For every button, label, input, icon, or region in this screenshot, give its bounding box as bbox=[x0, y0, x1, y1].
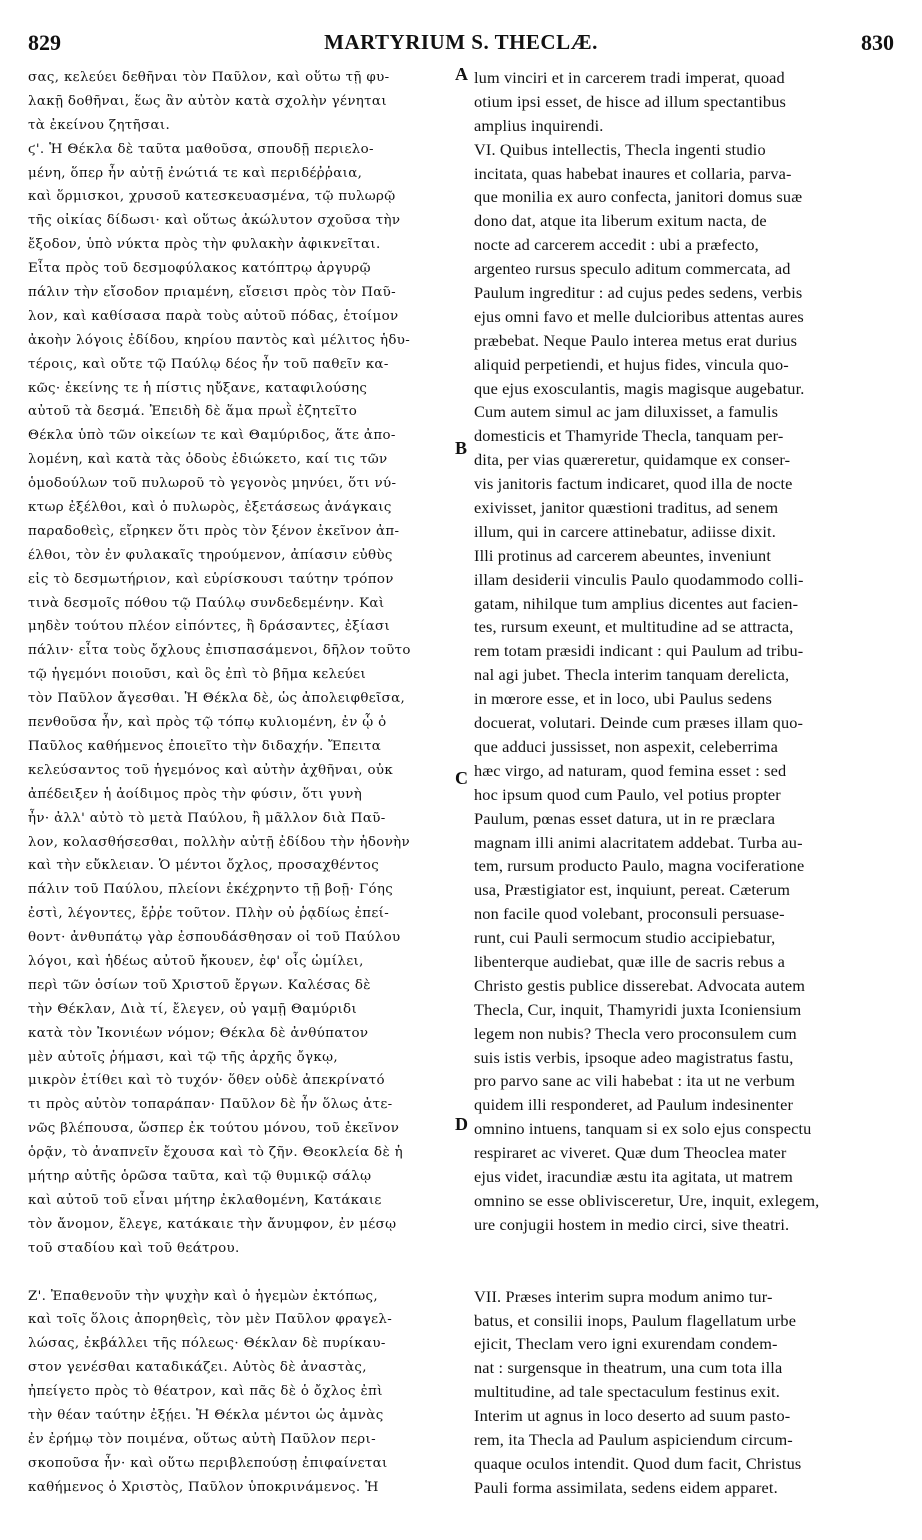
greek-text-line: λόγοι, καὶ ἡδέως αὐτοῦ ἤκουεν, ἐφ' οἷς ὡμίλει, bbox=[28, 953, 364, 969]
greek-text-line: τοῦ σταδίου καὶ τοῦ θεάτρου. bbox=[28, 1240, 240, 1256]
latin-text-line: amplius inquirendi. bbox=[474, 115, 604, 135]
greek-text-line: καθήμενος ὁ Χριστὸς, Παῦλον ὑποκρινάμενος. Ἡ bbox=[28, 1479, 379, 1495]
margin-marker-d: D bbox=[455, 1114, 468, 1134]
greek-text-line: τινὰ δεσμοῖς πόθου τῷ Παύλῳ συνδεδεμένην. Καὶ bbox=[28, 595, 385, 611]
latin-text-line: omnino intuens, tanquam si ex solo ejus conspectu bbox=[474, 1119, 812, 1139]
latin-text-line: Paulum ingreditur : ad cujus pedes sedens, verbis bbox=[474, 283, 803, 303]
latin-text-line: ejus omni favo et melle dulcioribus attentas aures bbox=[474, 306, 804, 326]
greek-text-line: μηδὲν τούτου πλέον εἰπόντες, ἢ δράσαντες, ἐξίασι bbox=[28, 619, 391, 635]
latin-text-line: rem, ita Thecla ad Paulum aspiciendum circum- bbox=[474, 1429, 793, 1449]
greek-text-line: Εἶτα πρὸς τοῦ δεσμοφύλακος κατόπτρῳ ἀργυρῷ bbox=[28, 261, 371, 277]
greek-text-column bbox=[28, 66, 456, 1500]
greek-text-line: σας, κελεύει δεθῆναι τὸν Παῦλον, καὶ οὕτω τῇ φυ- bbox=[28, 70, 390, 85]
greek-text-line: θοντ· ἀνθυπάτῳ γὰρ ἐσπουδάσθησαν οἱ τοῦ Παύλου bbox=[28, 930, 401, 946]
latin-text-line: legem non nubis? Thecla vero proconsulem cum bbox=[474, 1023, 797, 1043]
greek-text-line: καὶ αὐτοῦ τοῦ εἶναι μήτηρ ἐκλαθομένη, Κατάκαιε bbox=[28, 1192, 382, 1208]
latin-text-line: libenterque audiebat, quæ ille de sacris rebus a bbox=[474, 951, 786, 971]
latin-text-line: dita, per vias quæreretur, quidamque ex conser- bbox=[474, 450, 791, 470]
greek-text-line: ϛ'. Ἡ Θέκλα δὲ ταῦτα μαθοῦσα, σπουδῇ περιελο- bbox=[28, 141, 374, 157]
latin-text-line: Pauli forma assimilata, sedens eidem apparet. bbox=[474, 1477, 778, 1497]
greek-text-line: λακῇ δοθῆναι, ἕως ἂν αὐτὸν κατὰ σχολὴν γένηται bbox=[28, 93, 387, 109]
greek-text-line: κελεύσαντος τοῦ ἡγεμόνος καὶ αὐτὴν ἀχθῆναι, οὐκ bbox=[28, 762, 394, 778]
latin-text-line: ure conjugii hostem in medio circi, sive theatri. bbox=[474, 1214, 790, 1234]
latin-text-line: illum, qui in carcere attinebatur, adiisse dixit. bbox=[474, 521, 776, 541]
latin-text-line: aliquid perpetiendi, et hujus fides, vincula quo- bbox=[474, 354, 789, 374]
latin-text-line: Illi protinus ad carcerem abeuntes, inveniunt bbox=[474, 545, 771, 565]
greek-text-line: τὸν ἄνομον, ἔλεγε, κατάκαιε τὴν ἄνυμφον, ἐν μέσῳ bbox=[28, 1216, 397, 1232]
greek-text-line: τι πρὸς αὐτὸν τοπαράπαν· Παῦλον δὲ ἦν ὅλως ἀτε- bbox=[28, 1097, 393, 1113]
greek-text-line: ἐν ἐρήμῳ τὸν ποιμένα, οὕτως αὐτὴ Παῦλον περι- bbox=[28, 1431, 376, 1447]
greek-text-line: ἐστὶ, λέγοντες, ἔῤῥε τοῦτον. Πλὴν οὐ ῥᾳδίως ἐπεί- bbox=[28, 906, 390, 922]
greek-text-line: κῶς· ἐκείνης τε ἡ πίστις ηὔξανε, καταφιλούσης bbox=[28, 380, 368, 396]
latin-text-line: docuerat, volutari. Deinde cum præses illam quo- bbox=[474, 713, 804, 733]
greek-text-line: καὶ τοῖς ὅλοις ἀπορηθεὶς, τὸν μὲν Παῦλον φραγελ- bbox=[28, 1312, 393, 1328]
latin-text-line: hæc virgo, ad naturam, quod femina esset : sed bbox=[474, 760, 787, 780]
latin-text-line: que adduci jussisset, non aspexit, celeberrima bbox=[474, 736, 778, 756]
latin-text-line: exivisset, janitor quæstioni traditus, ad senem bbox=[474, 498, 779, 518]
greek-text-line: πενθοῦσα ἦν, καὶ πρὸς τῷ τόπῳ κυλιομένη, ἐν ᾧ ὁ bbox=[28, 715, 387, 731]
greek-text-line: πάλιν τὴν εἴσοδον πριαμένη, εἴσεισι πρὸς τὸν Παῦ- bbox=[28, 285, 397, 301]
latin-text-line: tes, rursum exeunt, et multitudine ad se attracta, bbox=[474, 617, 794, 637]
latin-text-line: Christo gestis publice disserebat. Advocata autem bbox=[474, 975, 806, 995]
latin-text-line: quidem illi responderet, ad Paulum indesinenter bbox=[474, 1095, 794, 1115]
latin-text-line: usa, Præstigiator est, inquiunt, pereat. Cæterum bbox=[474, 880, 791, 900]
latin-text-line: Cum autem simul ac jam diluxisset, a famulis bbox=[474, 402, 779, 422]
greek-text-line: ἦν· ἀλλ' αὐτὸ τὸ μετὰ Παύλου, ἢ μᾶλλον διὰ Παῦ- bbox=[28, 810, 386, 826]
greek-text-line: Παῦλος καθήμενος ἐποιεῖτο τὴν διδαχήν. Ἔπειτα bbox=[28, 738, 382, 754]
greek-text-line: τὴν Θέκλαν, Διὰ τί, ἔλεγεν, οὐ γαμῇ Θαμύριδι bbox=[28, 1001, 358, 1017]
page-number-left: 829 bbox=[28, 30, 61, 55]
greek-text-line: αὐτοῦ τὰ δεσμά. Ἐπειδὴ δὲ ἅμα πρωῒ ἐζητεῖτο bbox=[28, 404, 358, 420]
greek-text-line: μικρὸν ἐτίθει καὶ τὸ τυχόν· ὅθεν οὐδὲ ἀπεκρίνατό bbox=[28, 1073, 385, 1089]
greek-text-line: σκοποῦσα ἦν· καὶ οὕτω περιβλεπούσῃ ἐπιφαίνεται bbox=[28, 1455, 388, 1471]
greek-text-line: ὁρᾷν, τὸ ἀναπνεῖν ἔχουσα καὶ τὸ ζῆν. Θεοκλεία δὲ ἡ bbox=[28, 1145, 403, 1161]
latin-text-line: non facile quod volebant, proconsuli persuase- bbox=[474, 904, 785, 924]
greek-text-line: λον, καὶ καθίσασα παρὰ τοὺς αὐτοῦ πόδας, ἑτοίμον bbox=[28, 308, 399, 324]
latin-text-line: argenteo rursus speculo aditum commercata, ad bbox=[474, 259, 791, 279]
latin-text-line: VI. Quibus intellectis, Thecla ingenti studio bbox=[474, 139, 766, 159]
latin-text-line: in mœrore esse, et in loco, ubi Paulus sedens bbox=[474, 689, 772, 709]
page-header bbox=[28, 30, 894, 60]
latin-text-line: runt, cui Pauli sermocum studio accipiebatur, bbox=[474, 928, 776, 948]
greek-text-line: καὶ ὅρμισκοι, χρυσοῦ κατεσκευασμένα, τῷ πυλωρῷ bbox=[28, 189, 396, 205]
latin-text-line: VII. Præses interim supra modum animo tur- bbox=[474, 1286, 773, 1306]
greek-text-line: κατὰ τὸν Ἰκονιέων νόμον; Θέκλα δὲ ἀνθύπατον bbox=[28, 1025, 369, 1041]
greek-text-line: τὰ ἐκείνου ζητῆσαι. bbox=[28, 117, 171, 133]
greek-text-line: παραδοθεὶς, εἴρηκεν ὅτι πρὸς τὸν ξένον ἐκεῖνον ἀπ- bbox=[28, 523, 400, 539]
latin-text-line: multitudine, ad tale spectaculum festinus exit. bbox=[474, 1382, 780, 1402]
greek-text-line: περὶ τῶν ὁσίων τοῦ Χριστοῦ ἔργων. Καλέσας δὲ bbox=[28, 977, 371, 993]
latin-text-line: Thecla, Cur, inquit, Thamyridi juxta Iconiensium bbox=[474, 999, 802, 1019]
greek-text-line: μὲν αὐτοῖς ῥήμασι, καὶ τῷ τῆς ἀρχῆς ὄγκῳ, bbox=[28, 1049, 338, 1065]
latin-text-line: hoc ipsum quod cum Paulo, vel potius propter bbox=[474, 784, 781, 804]
greek-text-line: μήτηρ αὐτῆς ὁρῶσα ταῦτα, καὶ τῷ θυμικῷ σάλῳ bbox=[28, 1168, 372, 1184]
latin-text-line: respiraret ac viveret. Quæ dum Theoclea mater bbox=[474, 1143, 787, 1163]
greek-text-line: καὶ τὴν εὔκλειαν. Ὁ μέντοι ὄχλος, προσαχθέντος bbox=[28, 858, 380, 874]
greek-text-line: ἔξοδον, ὑπὸ νύκτα πρὸς τὴν φυλακὴν ἀφικνεῖται. bbox=[28, 237, 381, 253]
greek-text-line: κτωρ ἐξέλθοι, καὶ ὁ πυλωρὸς, ἐξετάσεως ἀνάγκαις bbox=[28, 500, 392, 516]
latin-text-line: Paulum, pœnas esset datura, ut in re præclara bbox=[474, 808, 776, 828]
latin-text-line: rem totam præsidi indicant : qui Paulum ad tribu- bbox=[474, 641, 804, 661]
page-title: MARTYRIUM S. THECLÆ. bbox=[324, 30, 598, 54]
greek-text-line: τέροις, καὶ οὔτε τῷ Παύλῳ δέος ἦν τοῦ παθεῖν κα- bbox=[28, 356, 389, 372]
greek-text-line: ἀκοὴν λόγοις ἐδίδου, κηρίου παντὸς καὶ μέλιτος ἡδυ- bbox=[28, 332, 411, 348]
latin-text-line: Interim ut agnus in loco deserto ad suum pasto- bbox=[474, 1406, 791, 1426]
greek-text-line: τῷ ἡγεμόνι ποιοῦσι, καὶ ὃς ἐπὶ τὸ βῆμα κελεύει bbox=[28, 667, 367, 683]
latin-text-line: ejicit, Theclam vero igni exurendam condem- bbox=[474, 1334, 778, 1354]
greek-text-line: Θέκλα ὑπὸ τῶν οἰκείων τε καὶ Θαμύριδος, ἅτε ἀπο- bbox=[28, 428, 396, 444]
latin-text-line: illam desiderii vinculis Paulo quodammodo colli- bbox=[474, 569, 804, 589]
latin-text-line: nal agi jubet. Thecla interim tanquam derelicta, bbox=[474, 665, 790, 685]
latin-text-line: que ejus exosculantis, magis magisque augebatur. bbox=[474, 378, 805, 398]
greek-text-line: ἀπέδειξεν ἡ ἀοίδιμος πρὸς τὴν φύσιν, ὅτι γυνὴ bbox=[28, 786, 363, 802]
greek-text-line: λομένη, καὶ κατὰ τὰς ὁδοὺς ἐδιώκετο, καί τις τῶν bbox=[28, 452, 388, 468]
latin-text-line: tem, rursum producto Paulo, magna vociferatione bbox=[474, 856, 805, 876]
greek-text-line: Ζ'. Ἐπαθενοῦν τὴν ψυχὴν καὶ ὁ ἡγεμὼν ἐκτόπως, bbox=[28, 1288, 378, 1304]
greek-text-line: λον, κολασθήσεσθαι, πολλὴν αὐτῇ ἐδίδου τὴν ἡδονὴν bbox=[28, 834, 411, 850]
latin-text-line: præbebat. Neque Paulo interea metus erat durius bbox=[474, 330, 798, 350]
greek-text-line: ὁμοδούλων τοῦ πυλωροῦ τὸ γεγονὸς μηνύει, ὅτι νύ- bbox=[28, 476, 397, 492]
latin-text-line: vis janitoris factum indicaret, quod illa de nocte bbox=[474, 474, 793, 494]
latin-text-line: pro parvo sane ac vili habebat : ita ut ne verbum bbox=[474, 1071, 796, 1091]
latin-text-line: lum vinciri et in carcerem tradi imperat, quoad bbox=[474, 68, 785, 87]
latin-text-line: nat : surgensque in theatrum, una cum tota illa bbox=[474, 1358, 783, 1378]
greek-text-line: τὴν θέαν ταύτην ἐξῄει. Ἡ Θέκλα μέντοι ὡς ἀμνὰς bbox=[28, 1407, 384, 1423]
greek-text-line: εἰς τὸ δεσμωτήριον, καὶ εὑρίσκουσι ταύτην τρόπον bbox=[28, 571, 394, 587]
latin-text-line: omnino se esse oblivisceretur, Ure, inquit, exlegem, bbox=[474, 1190, 820, 1210]
latin-text-line: domesticis et Thamyride Thecla, tanquam per- bbox=[474, 426, 784, 446]
latin-text-line: que monilia ex auro confecta, janitori domus suæ bbox=[474, 187, 803, 207]
latin-text-line: otium ipsi esset, de hisce ad illum spectantibus bbox=[474, 91, 786, 111]
latin-text-line: quaque oculos intendit. Quod dum facit, Christus bbox=[474, 1453, 802, 1473]
latin-text-line: suis istis verbis, ipsoque adeo magistratus fastu, bbox=[474, 1047, 794, 1067]
margin-marker-b: B bbox=[455, 438, 468, 458]
page-number-right: 830 bbox=[861, 30, 894, 55]
latin-text-line: ejus videt, iracundiæ æstu ita agitata, ut matrem bbox=[474, 1166, 793, 1186]
latin-text-line: magnam illi animi alacritatem addebat. Turba au- bbox=[474, 832, 803, 852]
latin-text-line bbox=[474, 1261, 894, 1285]
greek-text-line: μένη, ὅπερ ἦν αὐτῇ ἐνώτιά τε καὶ περιδέῤῥαια, bbox=[28, 165, 363, 181]
greek-text-line: τῆς οἰκίας δίδωσι· καὶ οὕτως ἀκώλυτον σχοῦσα τὴν bbox=[28, 213, 401, 229]
latin-text-line: batus, et consilii inops, Paulum flagellatum urbe bbox=[474, 1310, 797, 1330]
greek-text-line: λώσας, ἐκβάλλει τῆς πόλεως· Θέκλαν δὲ πυρίκαυ- bbox=[28, 1336, 386, 1352]
latin-text-line: dono dat, atque ita liberum exitum nacta, de bbox=[474, 211, 767, 231]
greek-text-line: πάλιν· εἶτα τοὺς ὄχλους ἐπισπασάμενοι, δῆλον τοῦτο bbox=[28, 643, 411, 659]
greek-text-line: στον γενέσθαι καταδικάζει. Αὐτὸς δὲ ἀναστὰς, bbox=[28, 1360, 367, 1376]
greek-text-line: πάλιν τοῦ Παύλου, πλείονι ἐκέχρηντο τῇ βοῇ· Γόης bbox=[28, 882, 394, 898]
greek-text-line: ἠπείγετο πρὸς τὸ θέατρον, καὶ πᾶς δὲ ὁ ὄχλος ἐπὶ bbox=[28, 1384, 383, 1400]
margin-marker-c: C bbox=[455, 768, 468, 788]
greek-text-line: τὸν Παῦλον ἄγεσθαι. Ἡ Θέκλα δὲ, ὡς ἀπολειφθεῖσα, bbox=[28, 691, 406, 707]
greek-text-line bbox=[28, 1261, 456, 1285]
greek-text-line: έλθοι, τὸν ἐν φυλακαῖς τηρούμενον, ἀπίασιν εὐθὺς bbox=[28, 547, 393, 563]
margin-marker-a: A bbox=[455, 64, 468, 84]
latin-text-line: nocte ad carcerem accedit : ubi a præfecto, bbox=[474, 235, 759, 255]
latin-text-column bbox=[474, 66, 894, 1500]
latin-text-line bbox=[474, 1237, 894, 1261]
greek-text-line: νῶς βλέπουσα, ὥσπερ ἐκ τούτου μόνου, τοῦ ἐκεῖνον bbox=[28, 1121, 400, 1137]
latin-text-line: incitata, quas habebat inaures et collaria, parva- bbox=[474, 163, 792, 183]
latin-text-line: gatam, nihilque tum amplius dicentes aut facien- bbox=[474, 593, 799, 613]
